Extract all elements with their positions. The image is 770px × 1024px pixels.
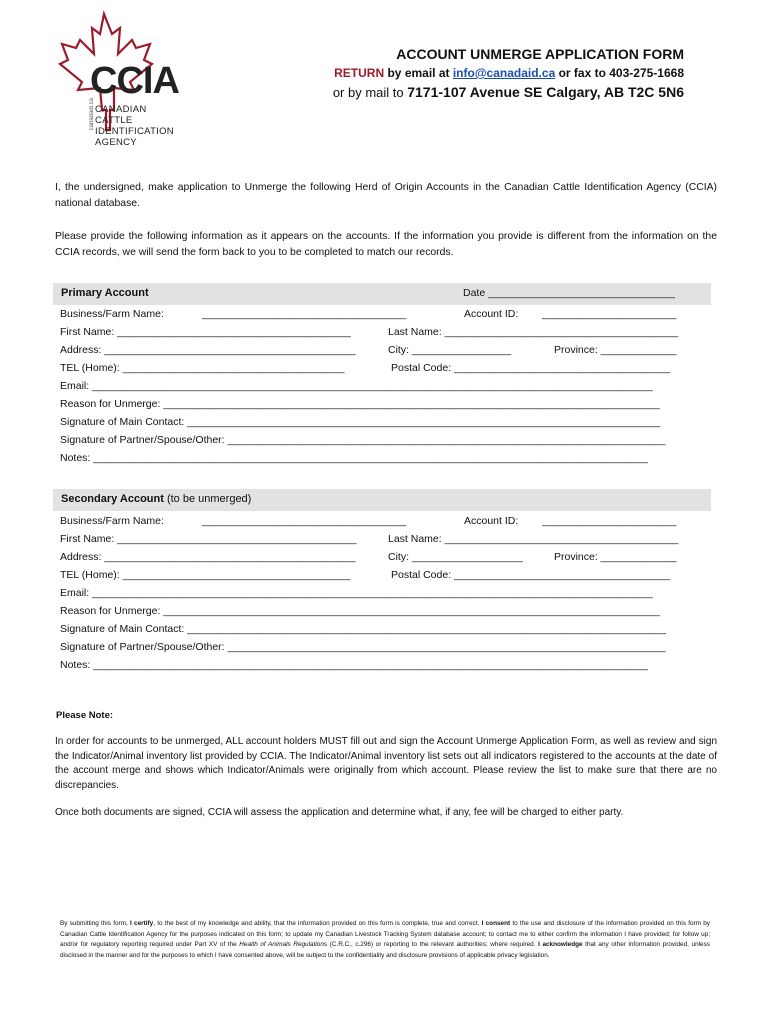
city-field[interactable]: City: _________________ xyxy=(388,344,512,356)
mail-info: or by mail to 7171-107 Avenue SE Calgary, AB T2C 5N6 xyxy=(332,84,684,100)
secondary-account-fields xyxy=(60,515,720,675)
business-name-field[interactable]: ___________________________________ xyxy=(202,515,407,527)
first-name-field[interactable]: First Name: ________________________________________ xyxy=(60,326,351,338)
return-info: RETURN by email at info@canadaid.ca or fax to 403-275-1668 xyxy=(334,66,684,80)
date-field[interactable]: Date ________________________________ xyxy=(463,287,675,299)
reason-field[interactable]: Reason for Unmerge: _____________________________________________________________________________________ xyxy=(60,398,660,410)
intro-paragraph-1: I, the undersigned, make application to Unmerge the following Herd of Origin Accounts in the Canadian Cattle Identification Agency (CCIA) national database. xyxy=(55,182,717,209)
business-name-field[interactable]: ___________________________________ xyxy=(202,308,407,320)
tel-field[interactable]: TEL (Home): ______________________________________ xyxy=(60,362,345,374)
logo-side-url: canadaid.ca xyxy=(89,98,95,131)
section-title: Secondary Account (to be unmerged) xyxy=(61,493,252,505)
tel-field[interactable]: TEL (Home): _______________________________________ xyxy=(60,569,351,581)
signature-partner-field[interactable]: Signature of Partner/Spouse/Other: ___________________________________________________________________________ xyxy=(60,434,666,446)
postal-code-field[interactable]: Postal Code: _____________________________________ xyxy=(391,362,671,374)
email-field[interactable]: Email: ________________________________________________________________________________________________ xyxy=(60,587,653,599)
business-name-label: Business/Farm Name: xyxy=(60,515,164,527)
last-name-field[interactable]: Last Name: ________________________________________ xyxy=(388,533,679,545)
primary-account-header xyxy=(53,283,711,305)
first-name-field[interactable]: First Name: _________________________________________ xyxy=(60,533,357,545)
account-id-field[interactable]: _______________________ xyxy=(542,308,677,320)
address-field[interactable]: Address: ___________________________________________ xyxy=(60,551,356,563)
postal-code-field[interactable]: Postal Code: _____________________________________ xyxy=(391,569,671,581)
account-id-label: Account ID: xyxy=(464,308,519,320)
note-heading: Please Note: xyxy=(56,710,114,721)
last-name-field[interactable]: Last Name: ________________________________________ xyxy=(388,326,679,338)
address-field[interactable]: Address: ___________________________________________ xyxy=(60,344,356,356)
signature-partner-field[interactable]: Signature of Partner/Spouse/Other: ___________________________________________________________________________ xyxy=(60,641,666,653)
section-title: Primary Account xyxy=(61,287,149,299)
email-field[interactable]: Email: ________________________________________________________________________________________________ xyxy=(60,380,653,392)
email-link[interactable]: info@canadaid.ca xyxy=(452,66,556,80)
account-id-field[interactable]: _______________________ xyxy=(542,515,677,527)
mailing-address: 7171-107 Avenue SE Calgary, AB T2C 5N6 xyxy=(407,84,684,100)
notes-field[interactable]: Notes: _______________________________________________________________________________________________ xyxy=(60,452,649,464)
form-title: ACCOUNT UNMERGE APPLICATION FORM xyxy=(396,46,684,62)
note-paragraph-2: Once both documents are signed, CCIA will assess the application and determine what, if any, fee will be charged to either party. xyxy=(55,807,624,818)
privacy-disclaimer: By submitting this form, I certify, to the best of my knowledge and ability, that the information provided on this form is complete, true and correct. I consent to the use and disclosure of the information provided on this form by Canadian Cattle Identification Agency for the purposes indicated on this form; to update my Canadian Livestock Tracking System database account; to contact me to either confirm the information I have provided; for follow up; and/or for regulatory reporting required under Part XV of the Health of Animals Regulations (C.R.C., c.296) or reporting to the relevant authorities; where required. I acknowledge that any other information provided, unless disclosed in the manner and for the purposes to which I have consented above, will be subject to the confidentiality and disclosure provisions of applicable privacy legislation. xyxy=(60,920,710,959)
return-label: RETURN xyxy=(334,66,385,80)
signature-main-field[interactable]: Signature of Main Contact: _________________________________________________________________________________ xyxy=(60,416,661,428)
secondary-account-header xyxy=(53,489,711,511)
logo-agency-name: CANADIAN CATTLE IDENTIFICATION AGENCY xyxy=(95,104,174,148)
province-field[interactable]: Province: _____________ xyxy=(554,344,677,356)
ccia-logo xyxy=(52,10,202,150)
account-id-label: Account ID: xyxy=(464,515,519,527)
logo-wordmark: CCIA xyxy=(90,60,179,102)
intro-paragraph-2: Please provide the following information as it appears on the accounts. If the information you provide is different from the information on the CCIA records, we will send the form back to you to be completed to match our records. xyxy=(55,231,717,258)
notes-field[interactable]: Notes: _______________________________________________________________________________________________ xyxy=(60,659,649,671)
signature-main-field[interactable]: Signature of Main Contact: __________________________________________________________________________________ xyxy=(60,623,667,635)
reason-field[interactable]: Reason for Unmerge: _____________________________________________________________________________________ xyxy=(60,605,660,617)
city-field[interactable]: City: ___________________ xyxy=(388,551,523,563)
primary-account-fields xyxy=(60,308,720,468)
province-field[interactable]: Province: _____________ xyxy=(554,551,677,563)
business-name-label: Business/Farm Name: xyxy=(60,308,164,320)
note-paragraph-1: In order for accounts to be unmerged, ALL account holders MUST fill out and sign the Account Unmerge Application Form, as well as review and sign the Indicator/Animal inventory list provided by CCIA. The Indicator/Animal inventory list sets out all indicators registered to the accounts at the date of the account merge and shows which Indicator/Animals were originally from which account. Please review the list to make sure that there are no discrepancies. xyxy=(55,736,717,791)
